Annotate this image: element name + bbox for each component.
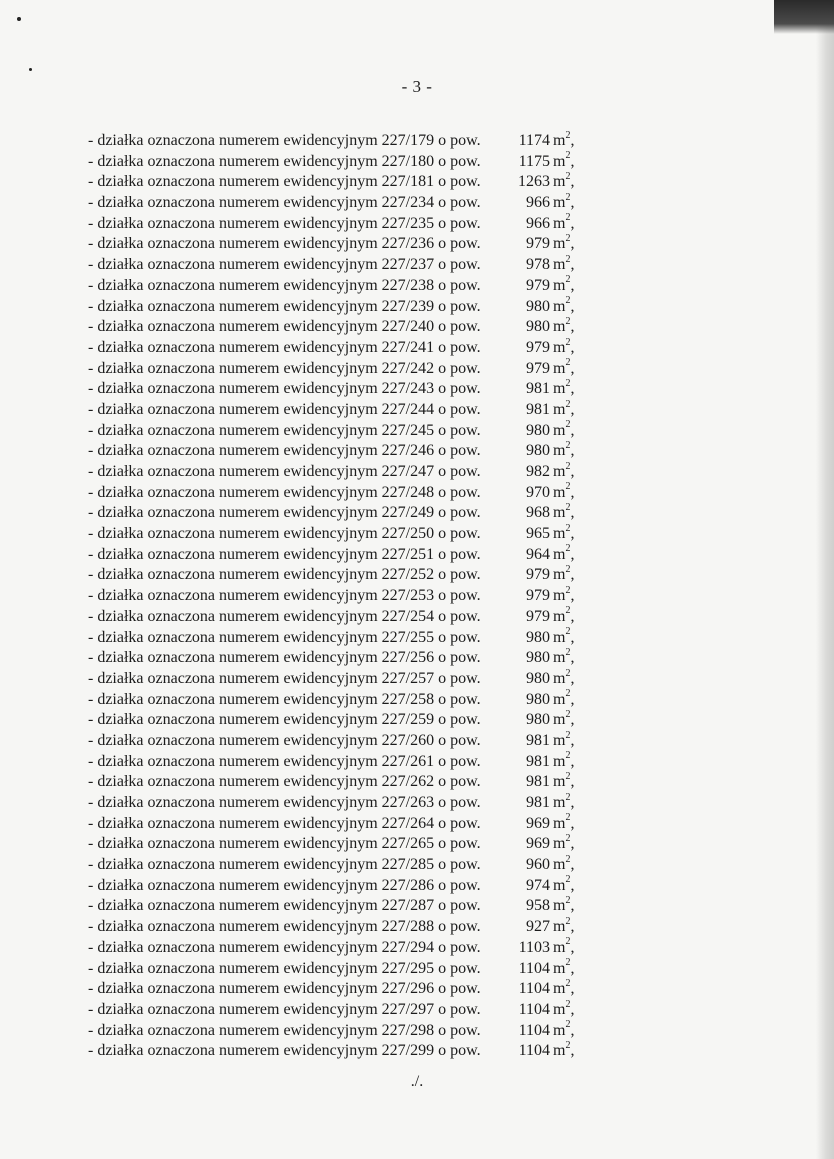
area-unit: $m^2$, <box>553 1019 575 1039</box>
parcel-area: 980 <box>526 318 550 336</box>
parcel-description: - działka oznaczona numerem ewidencyjnym 227/294 o pow. <box>88 938 481 956</box>
area-unit: $m^2$, <box>553 895 575 915</box>
area-unit: $m^2$, <box>553 481 575 501</box>
parcel-description: - działka oznaczona numerem ewidencyjnym 227/285 o pow. <box>88 856 481 874</box>
parcel-area: 1104 <box>518 1042 550 1060</box>
area-unit: $m^2$, <box>553 233 575 253</box>
parcel-entry <box>88 255 574 276</box>
parcel-entry <box>88 628 574 649</box>
parcel-area: 981 <box>526 731 550 749</box>
parcel-description: - działka oznaczona numerem ewidencyjnym 227/235 o pow. <box>88 214 481 232</box>
parcel-description: - działka oznaczona numerem ewidencyjnym 227/180 o pow. <box>88 152 481 170</box>
parcel-area: 981 <box>526 752 550 770</box>
parcel-area: 979 <box>526 338 550 356</box>
parcel-entry <box>88 524 574 545</box>
scan-speck <box>17 17 21 21</box>
parcel-area: 969 <box>526 835 550 853</box>
parcel-entry <box>88 1041 574 1062</box>
area-unit: $m^2$, <box>553 667 575 687</box>
parcel-description: - działka oznaczona numerem ewidencyjnym 227/236 o pow. <box>88 235 481 253</box>
area-unit: $m^2$, <box>553 253 575 274</box>
area-unit: $m^2$, <box>553 853 575 874</box>
parcel-description: - działka oznaczona numerem ewidencyjnym 227/245 o pow. <box>88 421 481 439</box>
parcel-description: - działka oznaczona numerem ewidencyjnym 227/247 o pow. <box>88 463 481 480</box>
parcel-entry <box>88 545 574 566</box>
scan-shadow-right <box>816 0 834 1159</box>
area-unit: $m^2$, <box>553 812 575 832</box>
parcel-description: - działka oznaczona numerem ewidencyjnym 227/179 o pow. <box>88 132 481 149</box>
area-unit: $m^2$, <box>553 750 575 770</box>
parcel-description: - działka oznaczona numerem ewidencyjnym 227/265 o pow. <box>88 835 481 853</box>
parcel-area: 979 <box>526 235 550 253</box>
parcel-description: - działka oznaczona numerem ewidencyjnym 227/256 o pow. <box>88 649 481 667</box>
parcel-entry <box>88 876 574 897</box>
parcel-area: 980 <box>526 649 550 667</box>
parcel-entry <box>88 421 574 442</box>
parcel-area: 978 <box>526 256 550 274</box>
area-unit: $m^2$, <box>553 439 575 460</box>
parcel-description: - działka oznaczona numerem ewidencyjnym 227/299 o pow. <box>88 1042 481 1060</box>
parcel-area: 982 <box>526 463 550 480</box>
parcel-description: - działka oznaczona numerem ewidencyjnym 227/296 o pow. <box>88 980 481 998</box>
parcel-area: 979 <box>526 607 550 625</box>
area-unit: $m^2$, <box>553 791 575 811</box>
parcel-area: 981 <box>526 400 550 418</box>
area-unit: $m^2$, <box>553 998 575 1018</box>
parcel-area: 968 <box>526 504 550 522</box>
area-unit: $m^2$, <box>553 357 575 377</box>
parcel-description: - działka oznaczona numerem ewidencyjnym 227/261 o pow. <box>88 752 481 770</box>
parcel-area: 965 <box>526 525 550 543</box>
parcel-entry <box>88 441 574 462</box>
parcel-entry <box>88 1000 574 1021</box>
parcel-entry <box>88 690 574 711</box>
area-unit: $m^2$, <box>553 377 575 398</box>
area-unit: $m^2$, <box>553 398 575 418</box>
parcel-description: - działka oznaczona numerem ewidencyjnym 227/264 o pow. <box>88 814 481 832</box>
parcel-area: 969 <box>526 814 550 832</box>
parcel-entry <box>88 131 574 152</box>
parcel-entry <box>88 276 574 297</box>
area-unit: $m^2$, <box>553 171 575 191</box>
parcel-area: 979 <box>526 359 550 377</box>
area-unit: $m^2$, <box>553 729 575 749</box>
parcel-description: - działka oznaczona numerem ewidencyjnym 227/252 o pow. <box>88 566 481 584</box>
parcel-description: - działka oznaczona numerem ewidencyjnym 227/243 o pow. <box>88 380 481 398</box>
parcel-entry <box>88 793 574 814</box>
parcel-description: - działka oznaczona numerem ewidencyjnym 227/297 o pow. <box>88 1000 481 1018</box>
area-unit: $m^2$, <box>553 564 575 584</box>
parcel-area: 980 <box>526 669 550 687</box>
area-unit: $m^2$, <box>553 191 575 212</box>
parcel-area: 960 <box>526 856 550 874</box>
area-unit: $m^2$, <box>553 460 575 480</box>
parcel-description: - działka oznaczona numerem ewidencyjnym 227/288 o pow. <box>88 918 481 936</box>
area-unit: $m^2$, <box>553 522 575 543</box>
parcel-area: 1263 <box>518 173 550 191</box>
area-unit: $m^2$, <box>553 936 575 956</box>
parcel-area: 980 <box>526 421 550 439</box>
area-unit: $m^2$, <box>553 1039 575 1060</box>
area-unit: $m^2$, <box>553 419 575 439</box>
page-number: - 3 - <box>401 77 433 96</box>
parcel-description: - działka oznaczona numerem ewidencyjnym 227/286 o pow. <box>88 876 481 894</box>
parcel-entry <box>88 752 574 773</box>
scan-shadow-top <box>774 0 834 34</box>
parcel-description: - działka oznaczona numerem ewidencyjnym 227/257 o pow. <box>88 669 481 687</box>
parcel-description: - działka oznaczona numerem ewidencyjnym 227/254 o pow. <box>88 607 481 625</box>
parcel-entry <box>88 959 574 980</box>
parcel-area: 1104 <box>518 959 550 977</box>
area-unit: $m^2$, <box>553 543 575 563</box>
area-unit: $m^2$, <box>553 212 575 232</box>
parcel-entry <box>88 297 574 318</box>
continuation-mark: ./. <box>410 1073 424 1090</box>
area-unit: $m^2$, <box>553 770 575 791</box>
parcel-area: 981 <box>526 380 550 398</box>
parcel-description: - działka oznaczona numerem ewidencyjnym 227/239 o pow. <box>88 297 481 315</box>
parcel-entry <box>88 462 574 483</box>
area-unit: $m^2$, <box>553 129 575 149</box>
area-unit: $m^2$, <box>553 295 575 315</box>
parcel-area: 1174 <box>518 132 550 149</box>
parcel-area: 1104 <box>518 980 550 998</box>
parcel-entry <box>88 565 574 586</box>
parcel-entry <box>88 172 574 193</box>
parcel-entry <box>88 338 574 359</box>
area-unit: $m^2$, <box>553 957 575 977</box>
parcel-description: - działka oznaczona numerem ewidencyjnym 227/260 o pow. <box>88 731 481 749</box>
area-unit: $m^2$, <box>553 708 575 729</box>
parcel-description: - działka oznaczona numerem ewidencyjnym 227/253 o pow. <box>88 587 481 605</box>
parcel-area: 980 <box>526 711 550 729</box>
parcel-area: 970 <box>526 483 550 501</box>
parcel-entry <box>88 503 574 524</box>
scan-speck <box>29 68 32 71</box>
parcel-description: - działka oznaczona numerem ewidencyjnym 227/241 o pow. <box>88 338 481 356</box>
parcel-area: 966 <box>526 214 550 232</box>
area-unit: $m^2$, <box>553 605 575 625</box>
parcel-entry <box>88 379 574 400</box>
parcel-area: 979 <box>526 587 550 605</box>
parcel-description: - działka oznaczona numerem ewidencyjnym 227/249 o pow. <box>88 504 481 522</box>
parcel-area: 966 <box>526 194 550 212</box>
parcel-description: - działka oznaczona numerem ewidencyjnym 227/240 o pow. <box>88 318 481 336</box>
parcel-description: - działka oznaczona numerem ewidencyjnym 227/298 o pow. <box>88 1021 481 1039</box>
parcel-description: - działka oznaczona numerem ewidencyjnym 227/246 o pow. <box>88 442 481 460</box>
area-unit: $m^2$, <box>553 915 575 936</box>
area-unit: $m^2$, <box>553 502 575 522</box>
parcel-description: - działka oznaczona numerem ewidencyjnym 227/295 o pow. <box>88 959 481 977</box>
parcel-entry <box>88 1021 574 1042</box>
parcel-entry <box>88 400 574 421</box>
parcel-area: 980 <box>526 442 550 460</box>
parcel-description: - działka oznaczona numerem ewidencyjnym 227/248 o pow. <box>88 483 481 501</box>
parcel-entry <box>88 855 574 876</box>
area-unit: $m^2$, <box>553 336 575 356</box>
parcel-area: 980 <box>526 628 550 646</box>
parcel-description: - działka oznaczona numerem ewidencyjnym 227/263 o pow. <box>88 794 481 811</box>
parcel-description: - działka oznaczona numerem ewidencyjnym 227/251 o pow. <box>88 545 481 563</box>
parcel-entry <box>88 772 574 793</box>
parcel-area: 981 <box>526 773 550 791</box>
parcel-entry <box>88 979 574 1000</box>
area-unit: $m^2$, <box>553 584 575 605</box>
parcel-list <box>88 131 574 1062</box>
area-unit: $m^2$, <box>553 646 575 667</box>
parcel-entry <box>88 607 574 628</box>
parcel-description: - działka oznaczona numerem ewidencyjnym 227/255 o pow. <box>88 628 481 646</box>
area-unit: $m^2$, <box>553 274 575 294</box>
parcel-entry <box>88 214 574 235</box>
parcel-entry <box>88 234 574 255</box>
parcel-description: - działka oznaczona numerem ewidencyjnym 227/250 o pow. <box>88 525 481 543</box>
parcel-entry <box>88 917 574 938</box>
area-unit: $m^2$, <box>553 150 575 170</box>
parcel-area: 980 <box>526 297 550 315</box>
parcel-area: 974 <box>526 876 550 894</box>
parcel-area: 980 <box>526 690 550 708</box>
area-unit: $m^2$, <box>553 833 575 853</box>
parcel-description: - działka oznaczona numerem ewidencyjnym 227/238 o pow. <box>88 276 481 294</box>
parcel-area: 1175 <box>518 152 550 170</box>
parcel-entry <box>88 317 574 338</box>
parcel-entry <box>88 648 574 669</box>
parcel-entry <box>88 586 574 607</box>
parcel-entry <box>88 731 574 752</box>
parcel-area: 1104 <box>518 1021 550 1039</box>
parcel-area: 979 <box>526 276 550 294</box>
parcel-entry <box>88 896 574 917</box>
parcel-entry <box>88 483 574 504</box>
parcel-description: - działka oznaczona numerem ewidencyjnym 227/242 o pow. <box>88 359 481 377</box>
parcel-area: 1103 <box>518 938 550 956</box>
area-unit: $m^2$, <box>553 977 575 998</box>
parcel-entry <box>88 710 574 731</box>
parcel-description: - działka oznaczona numerem ewidencyjnym 227/237 o pow. <box>88 256 481 274</box>
parcel-area: 981 <box>526 794 550 811</box>
area-unit: $m^2$, <box>553 688 575 708</box>
parcel-area: 1104 <box>518 1000 550 1018</box>
parcel-description: - działka oznaczona numerem ewidencyjnym 227/258 o pow. <box>88 690 481 708</box>
parcel-description: - działka oznaczona numerem ewidencyjnym 227/259 o pow. <box>88 711 481 729</box>
parcel-description: - działka oznaczona numerem ewidencyjnym 227/234 o pow. <box>88 194 481 212</box>
area-unit: $m^2$, <box>553 315 575 336</box>
parcel-entry <box>88 814 574 835</box>
parcel-description: - działka oznaczona numerem ewidencyjnym 227/244 o pow. <box>88 400 481 418</box>
parcel-description: - działka oznaczona numerem ewidencyjnym 227/181 o pow. <box>88 173 481 191</box>
parcel-entry <box>88 669 574 690</box>
parcel-entry <box>88 193 574 214</box>
parcel-entry <box>88 152 574 173</box>
parcel-entry <box>88 834 574 855</box>
parcel-area: 979 <box>526 566 550 584</box>
parcel-description: - działka oznaczona numerem ewidencyjnym 227/287 o pow. <box>88 897 481 915</box>
parcel-area: 958 <box>526 897 550 915</box>
parcel-area: 964 <box>526 545 550 563</box>
area-unit: $m^2$, <box>553 874 575 894</box>
parcel-area: 927 <box>526 918 550 936</box>
area-unit: $m^2$, <box>553 626 575 646</box>
parcel-entry <box>88 938 574 959</box>
parcel-entry <box>88 359 574 380</box>
parcel-description: - działka oznaczona numerem ewidencyjnym 227/262 o pow. <box>88 773 481 791</box>
